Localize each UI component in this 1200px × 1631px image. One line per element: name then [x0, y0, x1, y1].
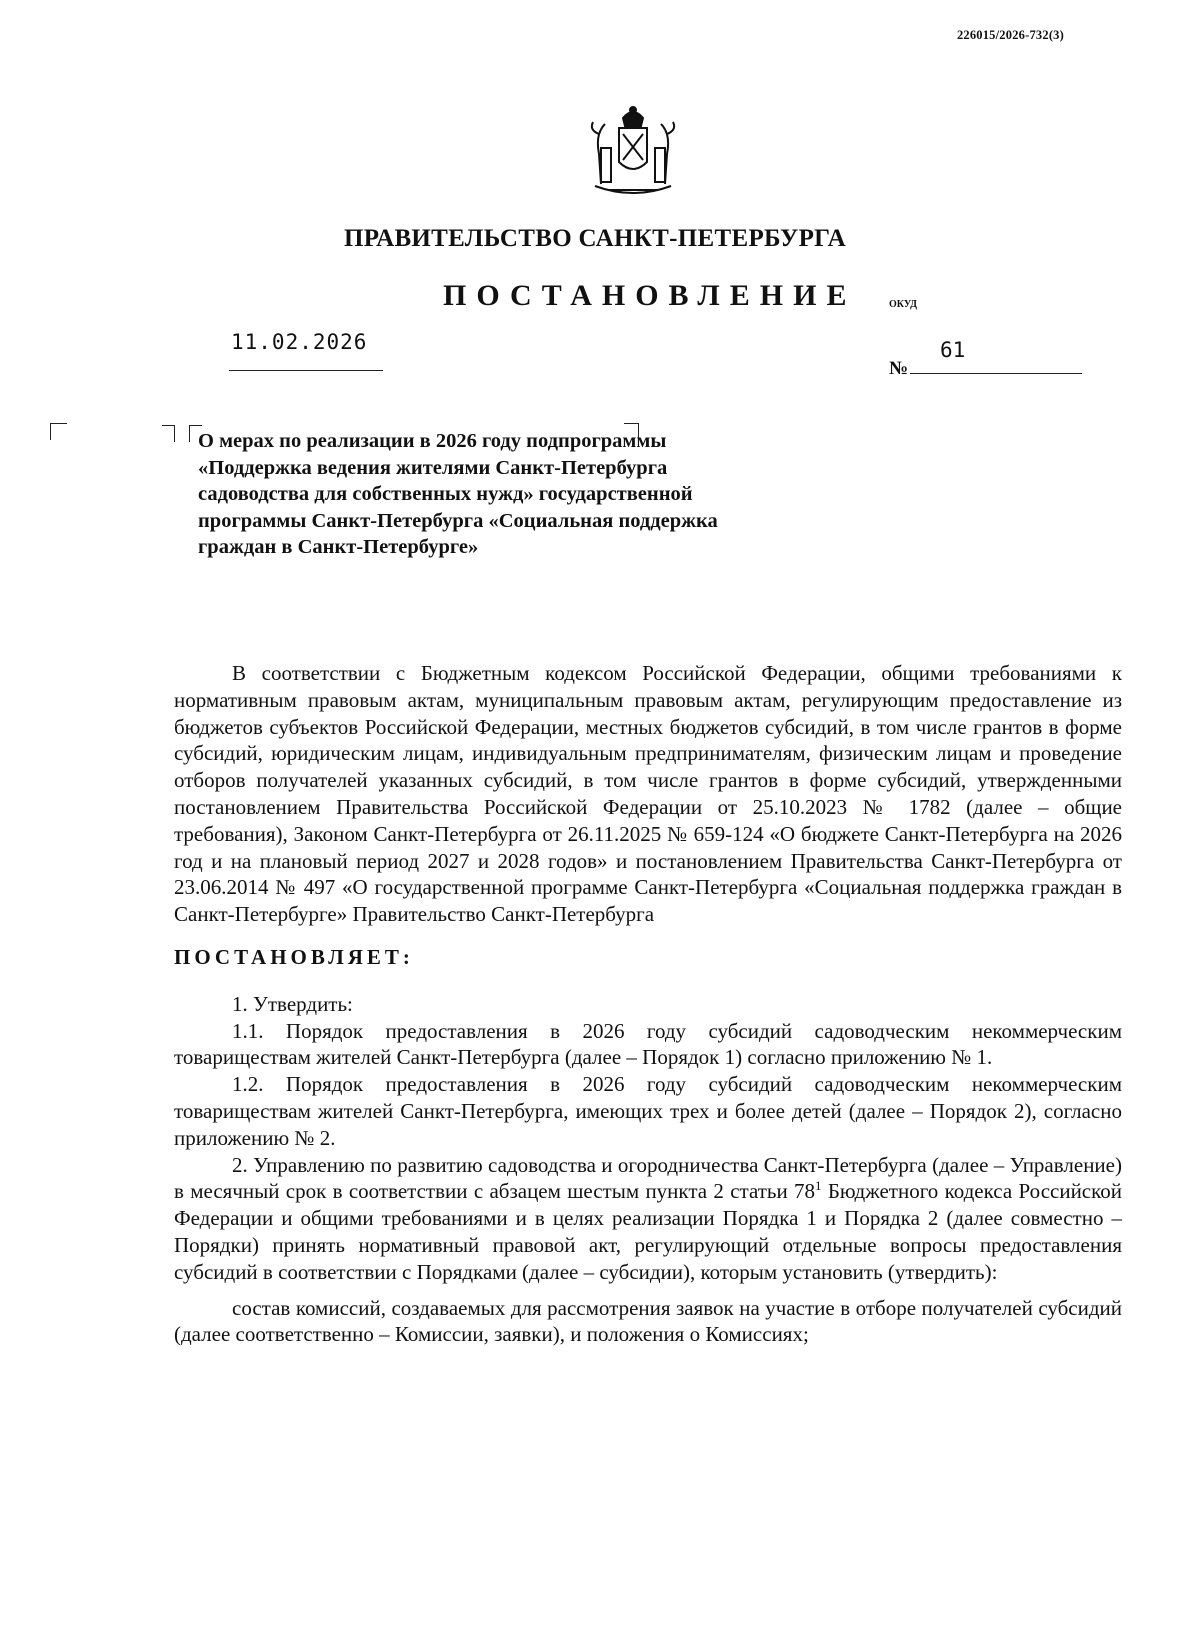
decree-date: 11.02.2026: [231, 330, 368, 354]
item-2-text-a: 2. Управлению по развитию садоводства и огородничества Санкт-Петербурга (далее – Управление) в месячный срок в соответствии с абзацем шестым пункта 2 статьи 78: [174, 1152, 1122, 1204]
item-2-list-entry: состав комиссий, создаваемых для рассмотрения заявок на участие в отборе получателей субсидий (далее соответственно – Комиссии, заявки), и положения о Комиссиях;: [174, 1295, 1122, 1347]
preamble-paragraph: В соответствии с Бюджетным кодексом Российской Федерации, общими требованиями к нормативным правовым актам, муниципальным правовым актам, регулирующим предоставление из бюджетов субъектов Российской Федерации, местных бюджетов субсидий, в том числе грантов в форме субсидий, юридическим лицам, индивидуальным предпринимателям, физическим лицам и проведение отборов получателей указанных субсидий, в том числе грантов в форме субсидий, утвержденными постановлением Правительства Российской Федерации от 25.10.2023 № 1782 (далее – общие требования), Законом Санкт-Петербурга от 26.11.2025 № 659-124 «О бюджете Санкт-Петербурга на 2026 год и на плановый период 2027 и 2028 годов» и постановлением Правительства Санкт-Петербурга от 23.06.2014 № 497 «О государственной программе Санкт-Петербурга «Социальная поддержка граждан в Санкт-Петербурге» Правительство Санкт-Петербурга: [174, 661, 1122, 927]
document-id: 226015/2026-732(3): [956, 28, 1064, 42]
government-name: ПРАВИТЕЛЬСТВО САНКТ-ПЕТЕРБУРГА: [343, 225, 847, 252]
decree-title: ПОСТАНОВЛЕНИЕ: [443, 279, 857, 312]
okud-label: ОКУД: [889, 299, 918, 310]
item-2: [174, 1152, 1122, 1286]
item-2-text-b: Бюджетного кодекса Российской Федерации и общими требованиями и в целях реализации Порядка 1 и Порядка 2 (далее совместно – Порядки) принять нормативный правовой акт, регулирующий отдельные вопросы предоставления субсидий в соответствии с Порядками (далее – субсидии), которым установить (утвердить):: [174, 1179, 1123, 1284]
decree-number: 61: [940, 338, 966, 362]
margin-corner-mark: [50, 423, 67, 440]
resolves-heading: ПОСТАНОВЛЯЕТ:: [174, 944, 414, 969]
date-underline: [229, 370, 383, 371]
item-1-1: 1.1. Порядок предоставления в 2026 году субсидий садоводческим некоммерческим товариществам жителей Санкт-Петербурга (далее – Порядок 1) согласно приложению № 1.: [174, 1018, 1122, 1070]
item-1: 1. Утвердить:: [232, 991, 353, 1016]
item-2-superscript: 1: [815, 1178, 822, 1194]
number-label: №: [889, 358, 909, 379]
decree-subject: О мерах по реализации в 2026 году подпрограммы «Поддержка ведения жителями Санкт-Петербурга садоводства для собственных нужд» государственной программы Санкт-Петербурга «Социальная поддержка граждан в Санкт-Петербурге»: [198, 430, 718, 558]
number-underline: [910, 373, 1082, 374]
margin-corner-mark: [162, 425, 175, 442]
decree-body: [174, 660, 1122, 1348]
coat-of-arms-emblem-icon: [585, 104, 681, 204]
item-1-2: 1.2. Порядок предоставления в 2026 году субсидий садоводческим некоммерческим товариществам жителей Санкт-Петербурга, имеющих трех и более детей (далее – Порядок 2), согласно приложению № 2.: [174, 1072, 1122, 1150]
